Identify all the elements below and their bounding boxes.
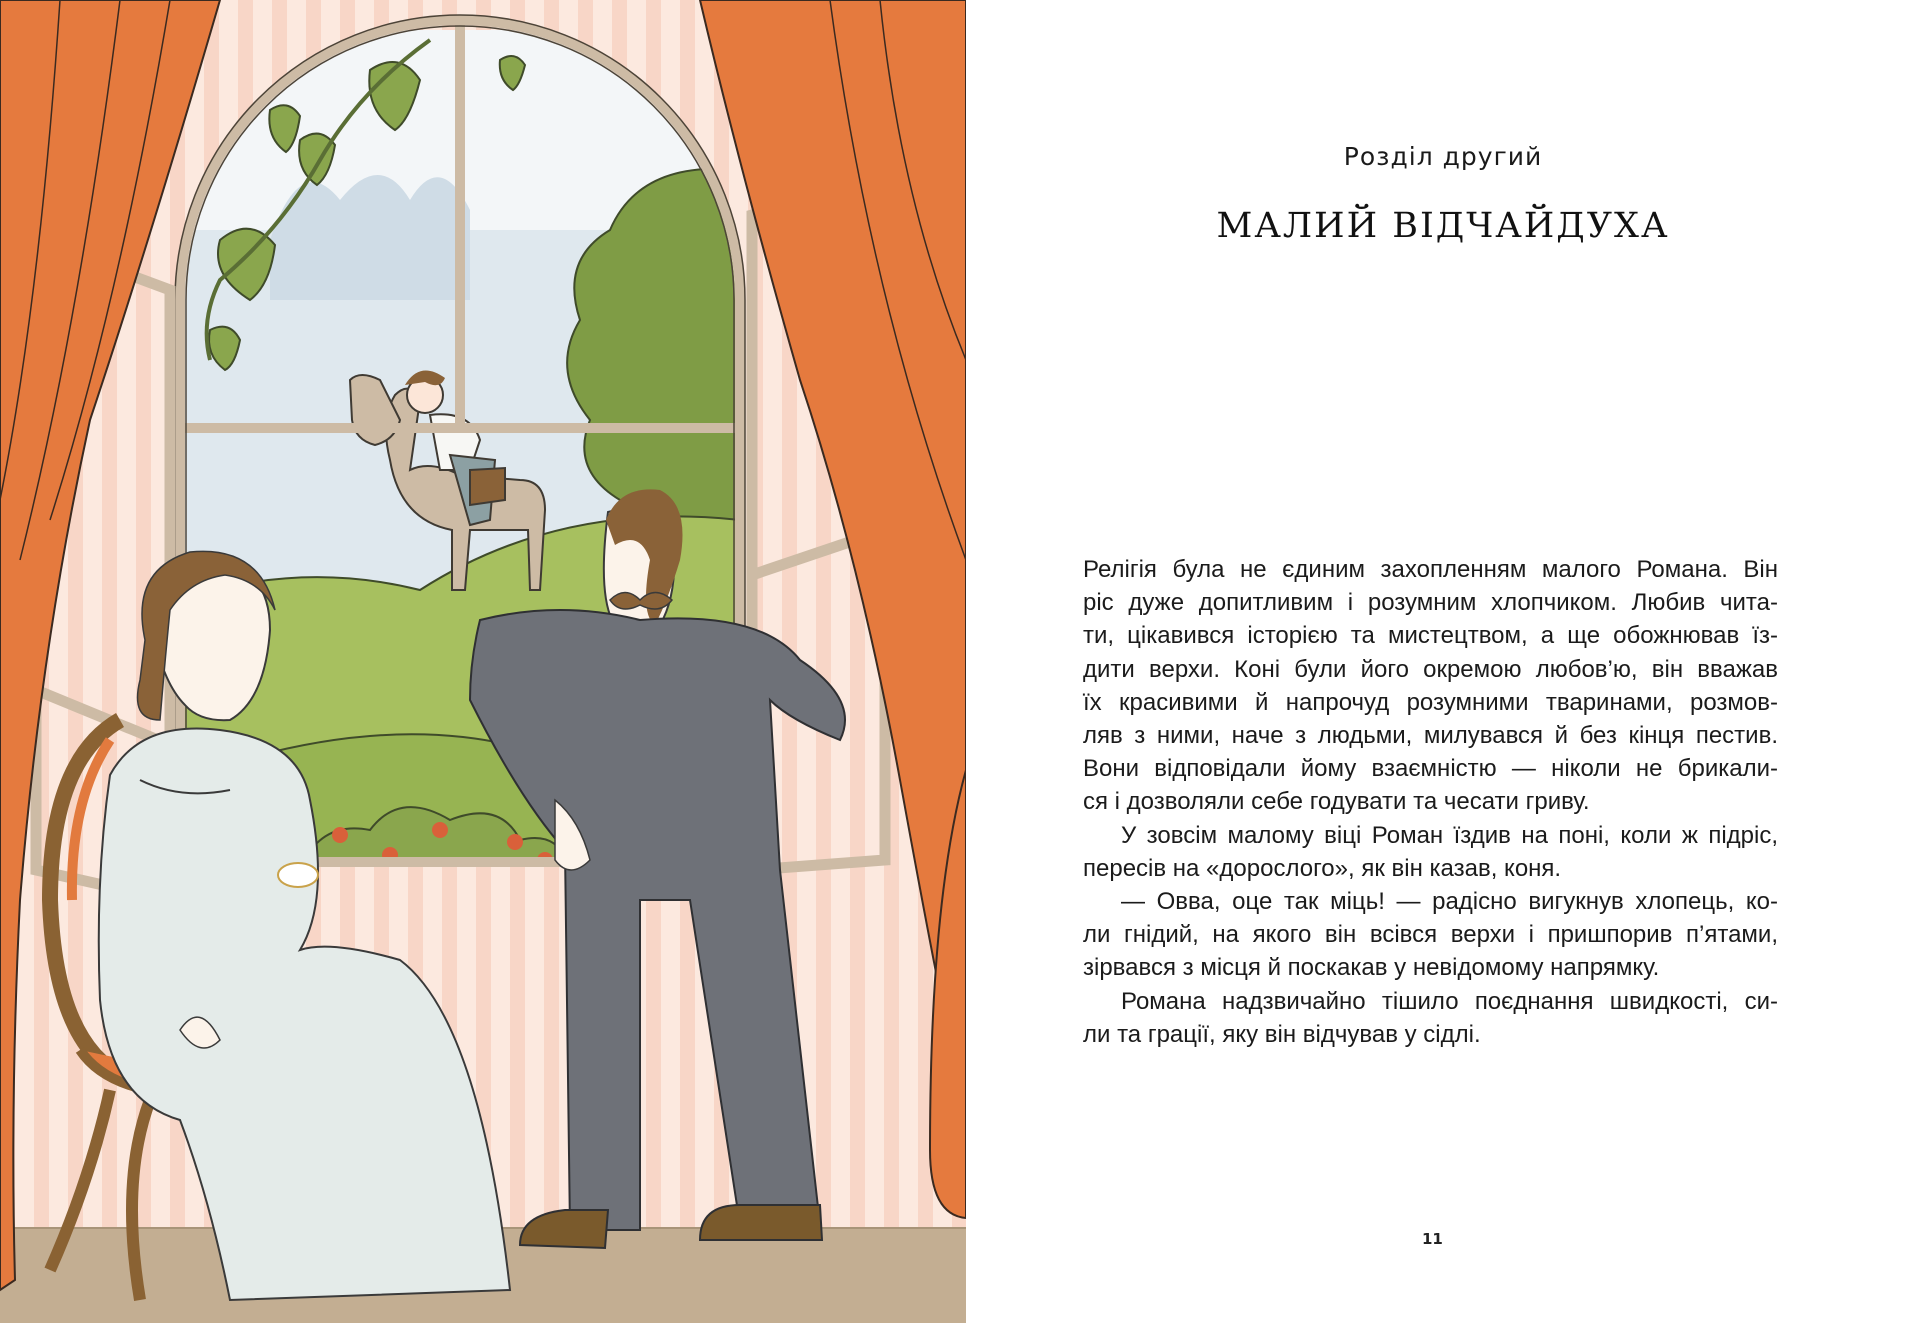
- text-line: їх красивими й напрочуд розумними тваринами, розмов-: [1083, 688, 1778, 716]
- chapter-label: Розділ другий: [1343, 142, 1543, 171]
- chapter-title: МАЛИЙ ВІДЧАЙДУХА: [1216, 206, 1670, 246]
- text-line: У зовсім малому віці Роман їздив на поні, коли ж підріс,: [1121, 821, 1778, 849]
- text-page: [966, 0, 1920, 1323]
- text-line: ли гнідий, на якого він всівся верхи і пришпорив п’ятами,: [1083, 921, 1778, 949]
- text-line: Вони відповідали йому взаємністю — ніколи не брикали-: [1083, 755, 1778, 783]
- text-line: — Овва, оце так міць! — радісно вигукнув хлопець, ко-: [1121, 888, 1778, 916]
- text-line: Релігія була не єдиним захопленням малого Романа. Він: [1083, 556, 1778, 583]
- text-line: Романа надзвичайно тішило поєднання швидкості, си-: [1121, 987, 1778, 1015]
- text-line: зірвався з місця й поскакав у невідомому напрямку.: [1083, 954, 1660, 982]
- teacup: [278, 863, 318, 887]
- text-line: ся і дозволяли себе годувати та чесати гриву.: [1083, 788, 1590, 816]
- text-line: ти, цікавився історією та мистецтвом, а ще обожнював їз-: [1083, 622, 1778, 650]
- body-text: [1083, 553, 1778, 1051]
- page-number: 11: [1422, 1230, 1443, 1248]
- text-line: ляв з ними, наче з людьми, милувався й без кінця пестив.: [1083, 722, 1778, 750]
- text-line: дити верхи. Коні були його окремою любов’ю, він вважав: [1083, 655, 1778, 683]
- text-line: ли та грації, яку він відчував у сідлі.: [1083, 1020, 1481, 1048]
- text-line: пересів на «дорослого», як він казав, коня.: [1083, 854, 1562, 882]
- text-line: ріс дуже допитливим і розумним хлопчиком. Любив чита-: [1083, 589, 1778, 617]
